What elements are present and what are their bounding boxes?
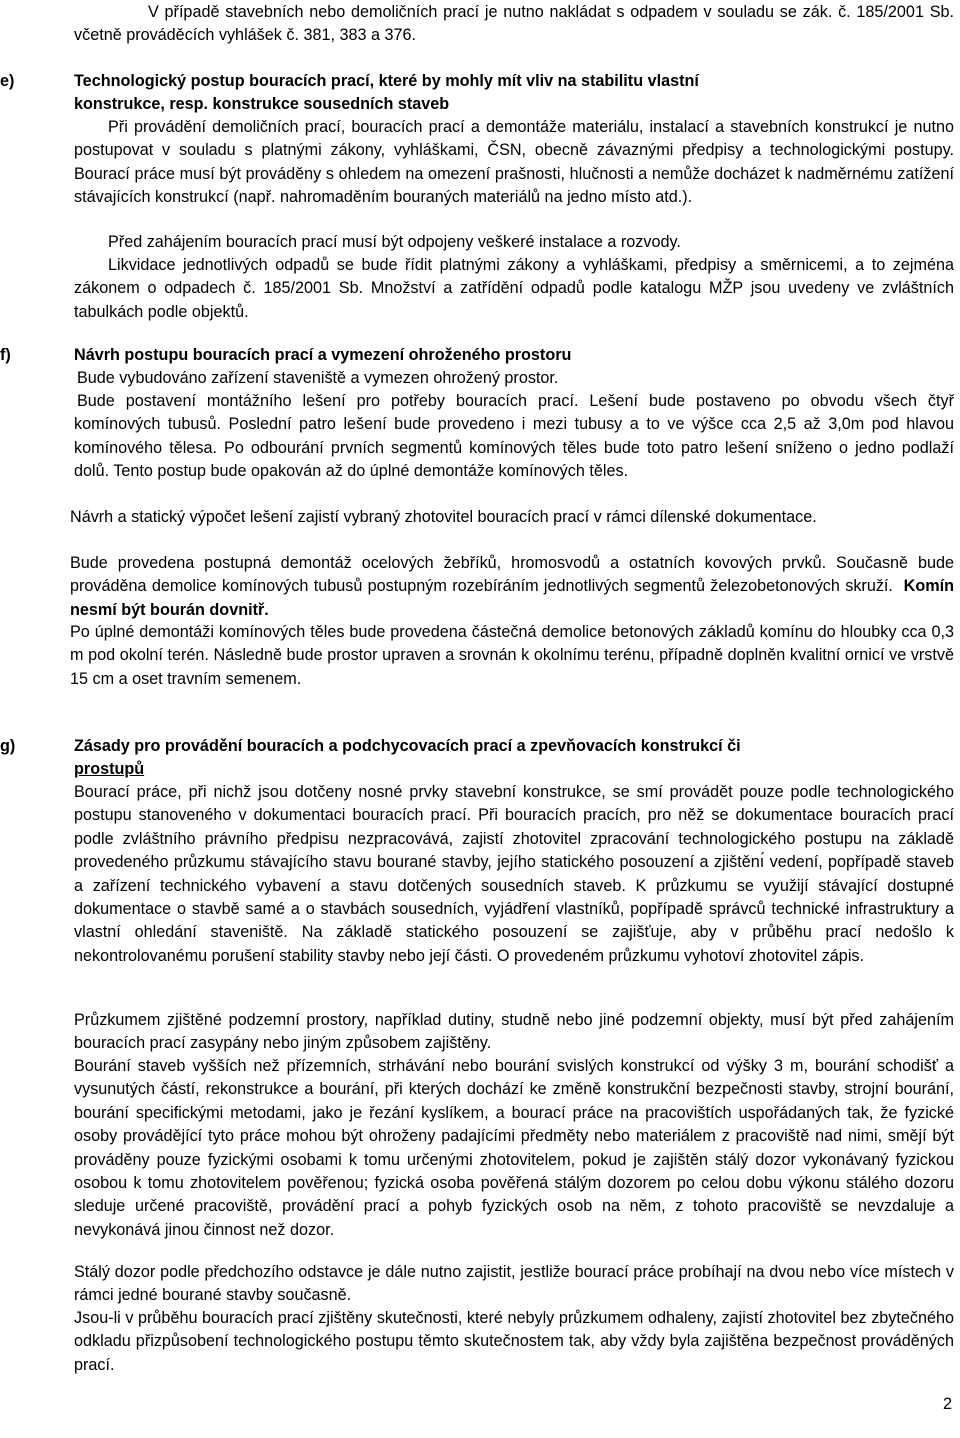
intro-text: V případě stavebních nebo demoličních prací je nutno nakládat s odpadem v souladu se zák. č. 185/2001 Sb. včetně prováděcích vyhlášek č. 381, 383 a 376. — [74, 3, 954, 45]
section-e-paragraph-3: Likvidace jednotlivých odpadů se bude řídit platnými zákony a vyhláškami, předpisy a směrnicemi, a to zejména zákonem o odpadech č. 185/2001 Sb. Množství a zatřídění odpadů podle katalogu MŽP jsou uvedeny ve zvláštních tabulkách podle objektů. — [74, 256, 954, 321]
section-e-label: e) — [0, 72, 15, 90]
section-g-heading — [0, 735, 950, 782]
section-f-paragraph-4 — [70, 552, 954, 622]
section-g-heading-line1: Zásady pro provádění bouracích a podchycovacích prací a zpevňovacích konstrukcí či — [74, 737, 741, 755]
section-e-heading — [0, 70, 950, 117]
section-g-label: g) — [0, 737, 16, 755]
section-f-heading-text: Návrh postupu bouracích prací a vymezení ohroženého prostoru — [74, 346, 572, 364]
section-e-paragraph-1: Při provádění demoličních prací, bouracích prací a demontáže materiálu, instalací a stavebních konstrukcí je nutno postupovat v souladu s platnými zákony, vyhláškami, ČSN, obecně závaznými předpisy a technologickými postupy. Bourací práce musí být prováděny s ohledem na omezení prašnosti, hlučnosti a nemůže docházet k nadměrnému zatížení stávajících konstrukcí (např. nahromaděním bouraných materiálů na jedno místo atd.). — [74, 118, 954, 207]
section-f-heading — [0, 344, 950, 368]
section-f-paragraph-4-text: Bude provedena postupná demontáž ocelových žebříků, hromosvodů a ostatních kovových prvků. Současně bude prováděna demolice komínových tubusů postupným rozebíráním jednotlivých segmentů železobetonových skruží. — [70, 554, 954, 596]
section-g-paragraph-3: Bourání staveb vyšších než přízemních, strhávání nebo bourání svislých konstrukcí od výšky 3 m, bourání schodišť a vysunutých částí, rekonstrukce a bourání, při kterých dochází ke změně konstrukční bezpečnosti stavby, strojní bourání, bourání specifickými metodami, jako je řezání kyslíkem, a bourací práce na pracovištích uspořádaných tak, že fyzické osoby provádějící tyto práce mohou být ohroženy padajícími předměty nebo materiálem z pracoviště nad nimi, smějí být prováděny pouze fyzickými osobami k tomu určenými zhotovitelem, pokud je zajištěn stálý dozor vykonávaný fyzickou osobou k tomu zhotovitelem pověřenou; fyzická osoba pověřená stálým dozorem po celou dobu výkonu stálého dozoru sleduje určené pracoviště, provádění prací a pohyb fyzických osob na něm, z tohoto pracoviště se nevzdaluje a nevykonává jinou činnost než dozor. — [74, 1057, 954, 1239]
section-g-paragraph-1: Bourací práce, při nichž jsou dotčeny nosné prvky stavební konstrukce, se smí provádět pouze podle technologického postupu stanoveného v dokumentaci bouracích prací. Při bouracích pracích, pro něž se dokumentace bouracích prací podle zvláštního právního předpisu nezpracovává, zajistí zhotovitel zpracování technologického postupu na základě provedeného průzkumu stávajícího stavu bourané stavby, jejího statického posouzení a zjištěnı́ vedení, popřípadě staveb a zařízení technického vybavení a stavu dotčených sousedních staveb. K průzkumu se využijí stávající dostupné dokumentace o stavbě samé a o stavbách sousedních, vyjádření vlastníků, popřípadě správců technické infrastruktury a vlastní ohledání staveniště. Na základě statického posouzení se zajišťuje, aby v průběhu prací nedošlo k nekontrolovanému porušení stability stavby nebo její části. O provedeném průzkumu vyhotoví zhotovitel zápis. — [74, 783, 954, 965]
section-g-paragraph-4: Stálý dozor podle předchozího odstavce je dále nutno zajistit, jestliže bourací práce probíhají na dvou nebo více místech v rámci jedné bourané stavby současně. — [74, 1263, 954, 1305]
section-f-warning: Komín nesmí být bourán dovnitř. — [70, 577, 954, 619]
section-f-paragraph-1: Bude vybudováno zařízení staveniště a vymezen ohrožený prostor. — [77, 369, 559, 387]
section-g-paragraph-2: Průzkumem zjištěné podzemní prostory, například dutiny, studně nebo jiné podzemní objekty, musí být před zahájením bouracích prací zasypány nebo jiným způsobem zajištěny. — [74, 1011, 954, 1053]
page-number: 2 — [942, 1395, 952, 1413]
section-f-label: f) — [0, 346, 11, 364]
section-g-paragraph-5: Jsou-li v průběhu bouracích prací zjištěny skutečnosti, které nebyly průzkumem odhaleny, zajistí zhotovitel bez zbytečného odkladu přizpůsobení technologického postupu těmto skutečnostem tak, aby vždy byla zajištěna bezpečnost prováděných prací. — [74, 1309, 954, 1374]
intro-paragraph — [74, 1, 954, 48]
section-f-paragraph-2: Bude postavení montážního lešení pro potřeby bouracích prací. Lešení bude postaveno po obvodu všech čtyř komínových tubusů. Poslední patro lešení bude provedeno i mezi tubusy a to ve výšce cca 2,5 až 3,0m pod hlavou komínového tělesa. Po odbourání prvních segmentů komínových těles bude toto patro lešení sníženo o jedno podlaží dolů. Tento postup bude opakován až do úplné demontáže komínových těles. — [74, 392, 954, 481]
section-e-heading-line1: Technologický postup bouracích prací, které by mohly mít vliv na stabilitu vlastní — [74, 72, 699, 90]
section-e-heading-line2: konstrukce, resp. konstrukce sousedních staveb — [74, 95, 450, 114]
section-f-paragraph-3: Návrh a statický výpočet lešení zajistí vybraný zhotovitel bouracích prací v rámci dílenské dokumentace. — [70, 508, 817, 526]
section-f-paragraph-5: Po úplné demontáži komínových těles bude provedena částečná demolice betonových základů komínu do hloubky cca 0,3 m pod okolní terén. Následně bude prostor upraven a srovnán k okolnímu terénu, případně doplněn kvalitní ornicí ve vrstvě 15 cm a oset travním semenem. — [70, 623, 954, 688]
section-g-heading-line2: prostupů — [74, 760, 145, 779]
section-e-paragraph-2: Před zahájením bouracích prací musí být odpojeny veškeré instalace a rozvody. — [108, 233, 681, 251]
